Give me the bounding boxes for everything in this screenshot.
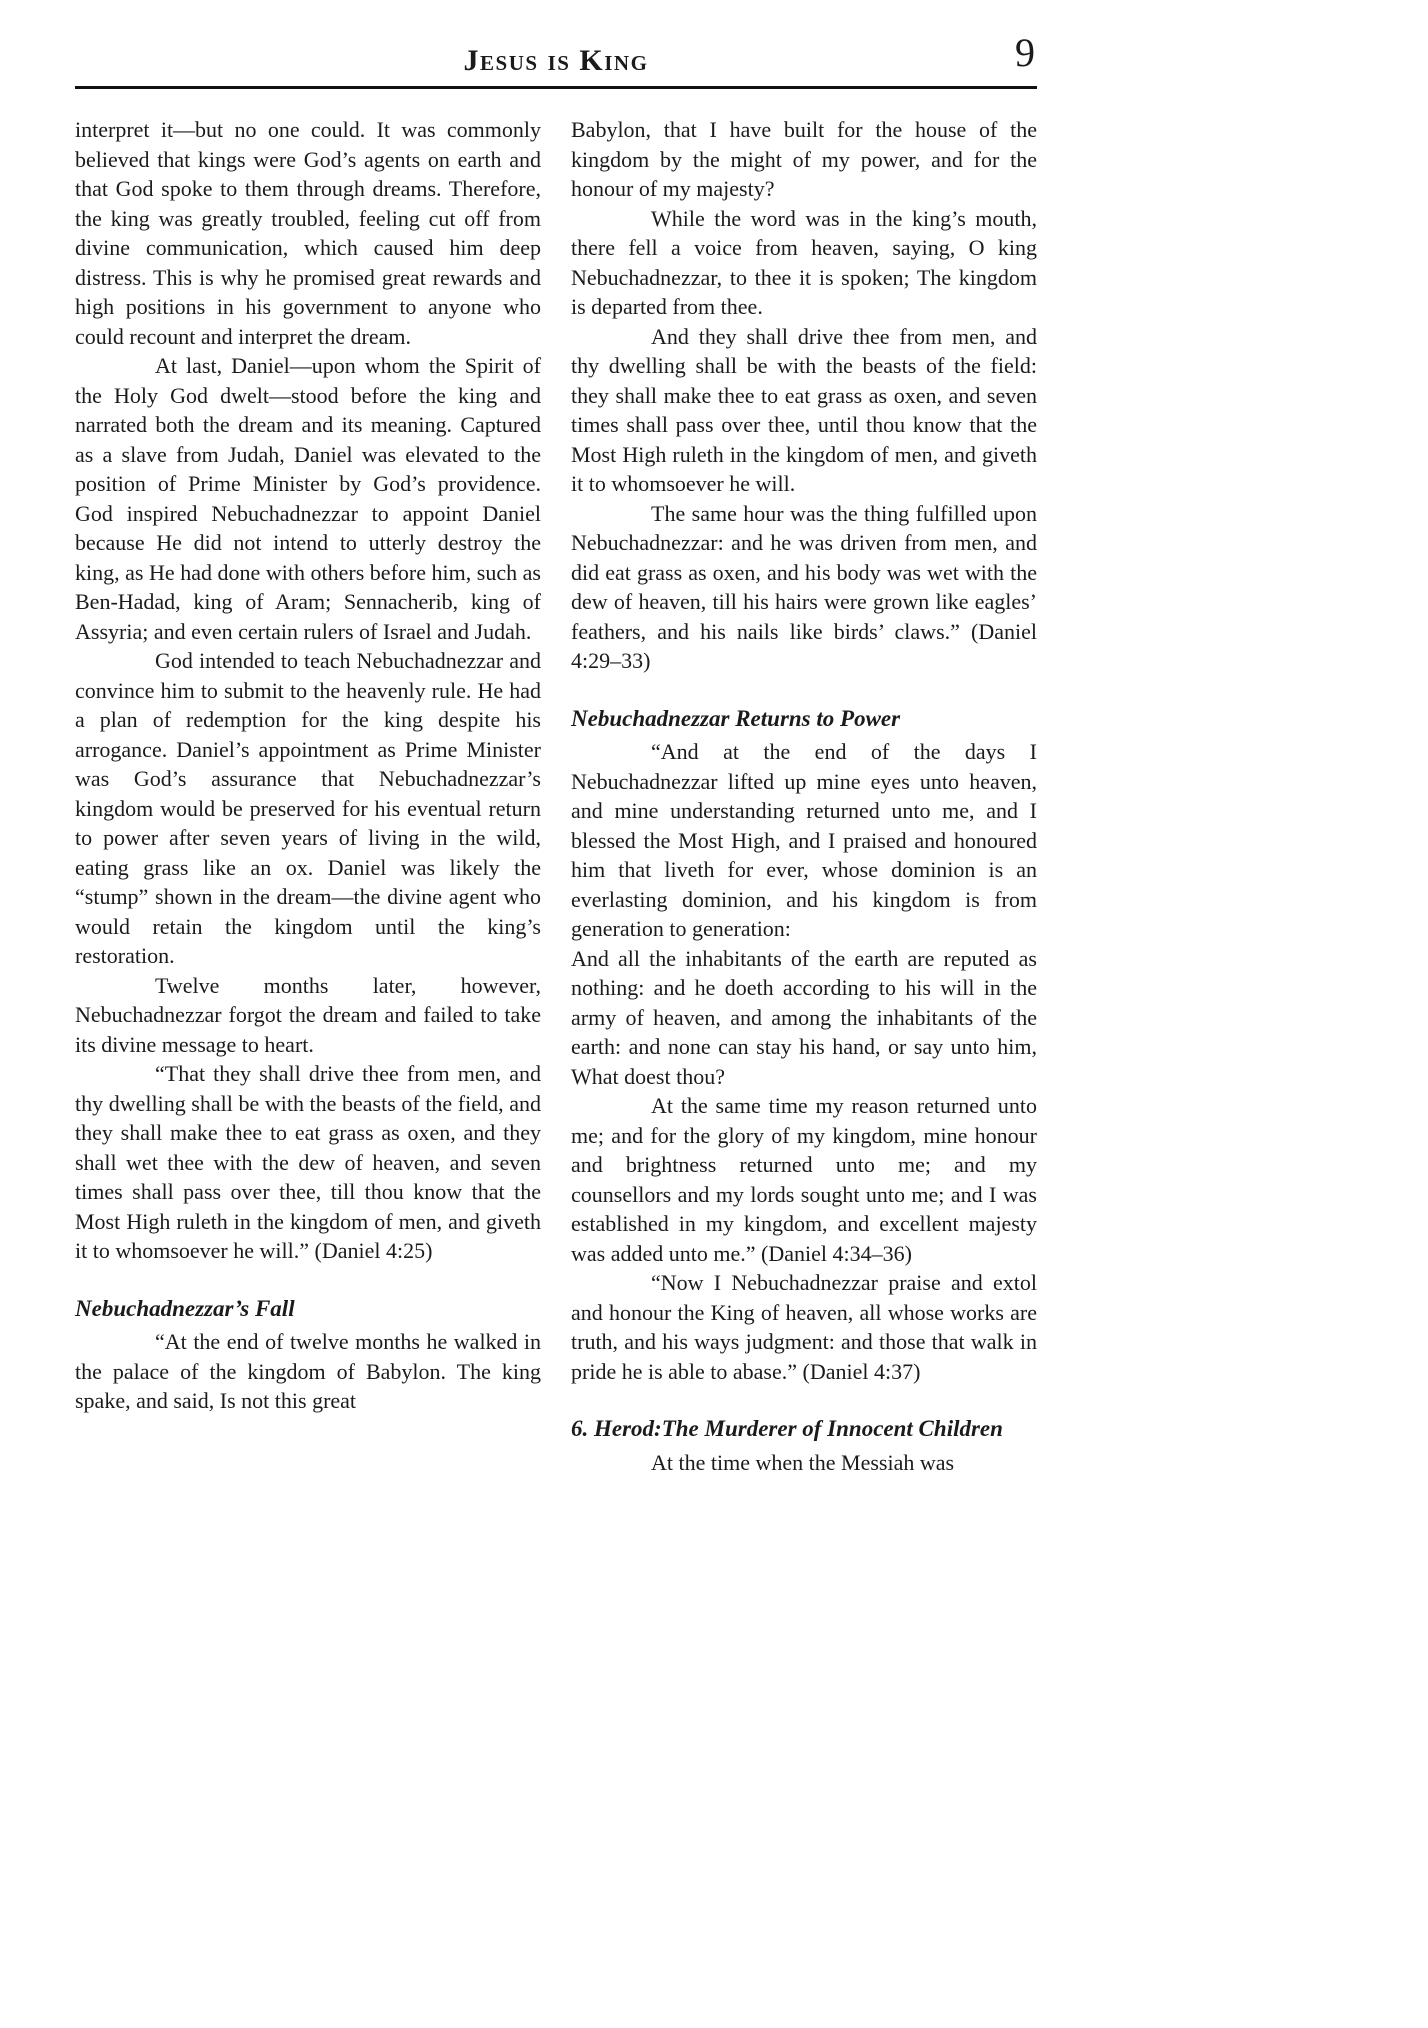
- body-paragraph: And they shall drive thee from men, and thy dwelling shall be with the beasts of the field: they shall make thee to eat grass as oxen, and seven times shall pass over thee, until thou know that the Most High ruleth in the kingdom of men, and giveth it to whomsoever he will.: [571, 323, 1037, 496]
- body-paragraph: At the time when the Messiah was: [651, 1449, 955, 1475]
- body-paragraph: interpret it—but no one could. It was commonly believed that kings were God’s agents on earth and that God spoke to them through dreams. Therefore, the king was greatly troubled, feeling cut off from divine communication, which caused him deep distress. This is why he promised great rewards and high positions in his government to anyone who could recount and interpret the dream.: [75, 117, 541, 349]
- scripture-quote-paragraph: At the same time my reason returned unto me; and for the glory of my kingdom, mine honour and brightness returned unto me; and my counsellors and my lords sought unto me; and I was established in my kingdom, and excellent majesty was added unto me.” (Daniel 4:34–36): [571, 1093, 1037, 1266]
- section-heading-nebuchadnezzar-returns: Nebuchadnezzar Returns to Power: [571, 705, 901, 731]
- body-paragraph: Twelve months later, however, Nebuchadnezzar forgot the dream and failed to take its divine message to heart.: [75, 972, 541, 1057]
- left-column: [75, 115, 541, 1477]
- scripture-quote-paragraph: “Now I Nebuchadnezzar praise and extol and honour the King of heaven, all whose works are truth, and his ways judgment: and those that walk in pride he is able to abase.” (Daniel 4:37): [571, 1270, 1037, 1384]
- book-page: [75, 30, 1037, 1477]
- scripture-quote-paragraph: The same hour was the thing fulfilled upon Nebuchadnezzar: and he was driven from men, and did eat grass as oxen, and his body was wet with the dew of heaven, till his hairs were grown like eagles’ feathers, and his nails like birds’ claws.” (Daniel 4:29–33): [571, 500, 1037, 673]
- right-column: [571, 115, 1037, 1477]
- section-heading-herod: 6. Herod:The Murderer of Innocent Children: [571, 1416, 1003, 1441]
- body-paragraph: While the word was in the king’s mouth, there fell a voice from heaven, saying, O king Nebuchadnezzar, to thee it is spoken; The kingdom is departed from thee.: [571, 205, 1037, 319]
- page-header: [75, 30, 1037, 84]
- body-paragraph: “At the end of twelve months he walked in the palace of the kingdom of Babylon. The king spake, and said, Is not this great: [75, 1329, 541, 1413]
- running-head-title: Jesus is King: [463, 44, 649, 77]
- scripture-quote-paragraph: “And at the end of the days I Nebuchadnezzar lifted up mine eyes unto heaven, and mine understanding returned unto me, and I blessed the Most High, and I praised and honoured him that liveth for ever, whose dominion is an everlasting dominion, and his kingdom is from generation to generation:: [571, 739, 1037, 941]
- body-paragraph: At last, Daniel—upon whom the Spirit of the Holy God dwelt—stood before the king and narrated both the dream and its meaning. Captured as a slave from Judah, Daniel was elevated to the position of Prime Minister by God’s providence. God inspired Nebuchadnezzar to appoint Daniel because He did not intend to utterly destroy the king, as He had done with others before him, such as Ben-Hadad, king of Aram; Sennacherib, king of Assyria; and even certain rulers of Israel and Judah.: [75, 353, 541, 644]
- header-rule: [75, 86, 1037, 89]
- body-paragraph: God intended to teach Nebuchadnezzar and convince him to submit to the heavenly rule. He had a plan of redemption for the king despite his arrogance. Daniel’s appointment as Prime Minister was God’s assurance that Nebuchadnezzar’s kingdom would be preserved for his eventual return to power after seven years of living in the wild, eating grass like an ox. Daniel was likely the “stump” shown in the dream—the divine agent who would retain the kingdom until the king’s restoration.: [75, 648, 541, 968]
- body-paragraph: Babylon, that I have built for the house of the kingdom by the might of my power, and for the honour of my majesty?: [571, 117, 1037, 201]
- section-heading-nebuchadnezzars-fall: Nebuchadnezzar’s Fall: [75, 1295, 295, 1321]
- body-paragraph: And all the inhabitants of the earth are reputed as nothing: and he doeth according to his will in the army of heaven, and among the inhabitants of the earth: and none can stay his hand, or say unto him, What doest thou?: [571, 945, 1037, 1089]
- text-columns: [75, 115, 1037, 1477]
- page-number: 9: [1015, 30, 1035, 75]
- scripture-quote-paragraph: “That they shall drive thee from men, and thy dwelling shall be with the beasts of the field, and they shall make thee to eat grass as oxen, and they shall wet thee with the dew of heaven, and seven times shall pass over thee, till thou know that the Most High ruleth in the kingdom of men, and giveth it to whomsoever he will.” (Daniel 4:25): [75, 1061, 541, 1263]
